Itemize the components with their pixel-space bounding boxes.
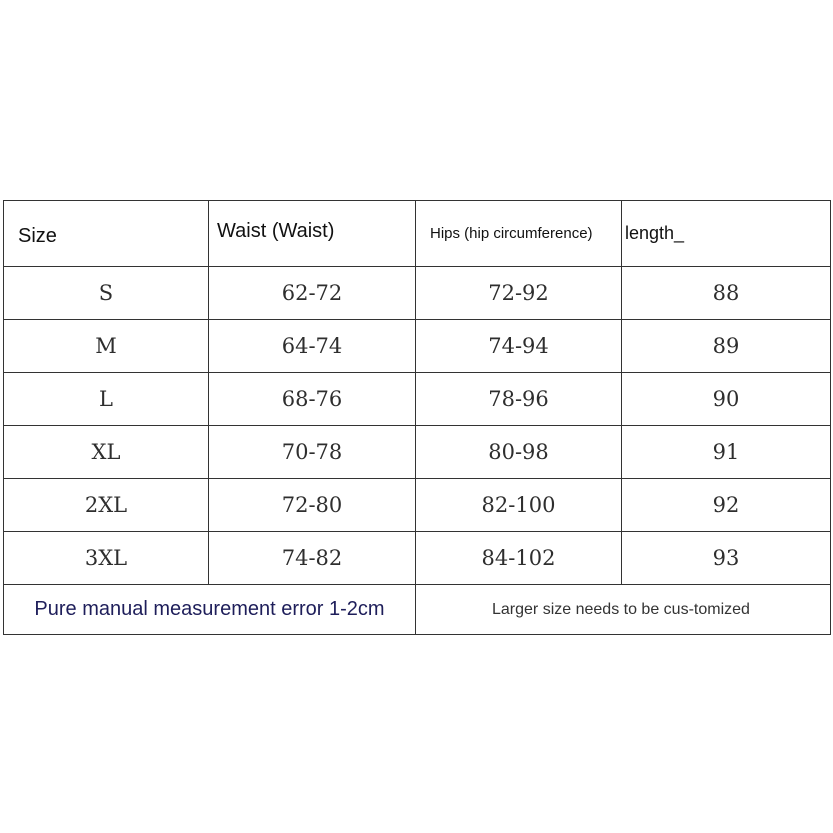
cell-size: L [4, 373, 209, 426]
footer-note-custom-size: Larger size needs to be cus-tomized [416, 585, 831, 635]
table-row [4, 320, 831, 373]
header-row [4, 201, 831, 267]
table-row [4, 479, 831, 532]
table-row [4, 532, 831, 585]
cell-length: 90 [622, 373, 831, 426]
table-row [4, 373, 831, 426]
header-size-label: Size [18, 225, 57, 247]
header-waist [209, 201, 416, 267]
cell-hips: 84-102 [416, 532, 622, 585]
cell-hips: 82-100 [416, 479, 622, 532]
cell-length: 91 [622, 426, 831, 479]
header-length [622, 201, 831, 267]
header-length-label: length_ [625, 223, 685, 243]
cell-size: 3XL [4, 532, 209, 585]
header-size [4, 201, 209, 267]
table-row [4, 426, 831, 479]
cell-waist: 62-72 [209, 267, 416, 320]
cell-size: S [4, 267, 209, 320]
cell-hips: 78-96 [416, 373, 622, 426]
cell-size: M [4, 320, 209, 373]
table-row [4, 267, 831, 320]
cell-hips: 80-98 [416, 426, 622, 479]
cell-hips: 72-92 [416, 267, 622, 320]
cell-length: 93 [622, 532, 831, 585]
footer-note-measurement: Pure manual measurement error 1-2cm [4, 585, 416, 635]
cell-length: 89 [622, 320, 831, 373]
cell-length: 92 [622, 479, 831, 532]
cell-size: XL [4, 426, 209, 479]
cell-waist: 74-82 [209, 532, 416, 585]
header-waist-label: Waist (Waist) [217, 220, 335, 242]
header-hips-label: Hips (hip circumference) [430, 225, 593, 242]
cell-length: 88 [622, 267, 831, 320]
cell-waist: 64-74 [209, 320, 416, 373]
cell-waist: 68-76 [209, 373, 416, 426]
cell-hips: 74-94 [416, 320, 622, 373]
footer-row [4, 585, 831, 635]
cell-waist: 70-78 [209, 426, 416, 479]
cell-waist: 72-80 [209, 479, 416, 532]
header-hips [416, 201, 622, 267]
size-chart-table [3, 200, 831, 635]
cell-size: 2XL [4, 479, 209, 532]
